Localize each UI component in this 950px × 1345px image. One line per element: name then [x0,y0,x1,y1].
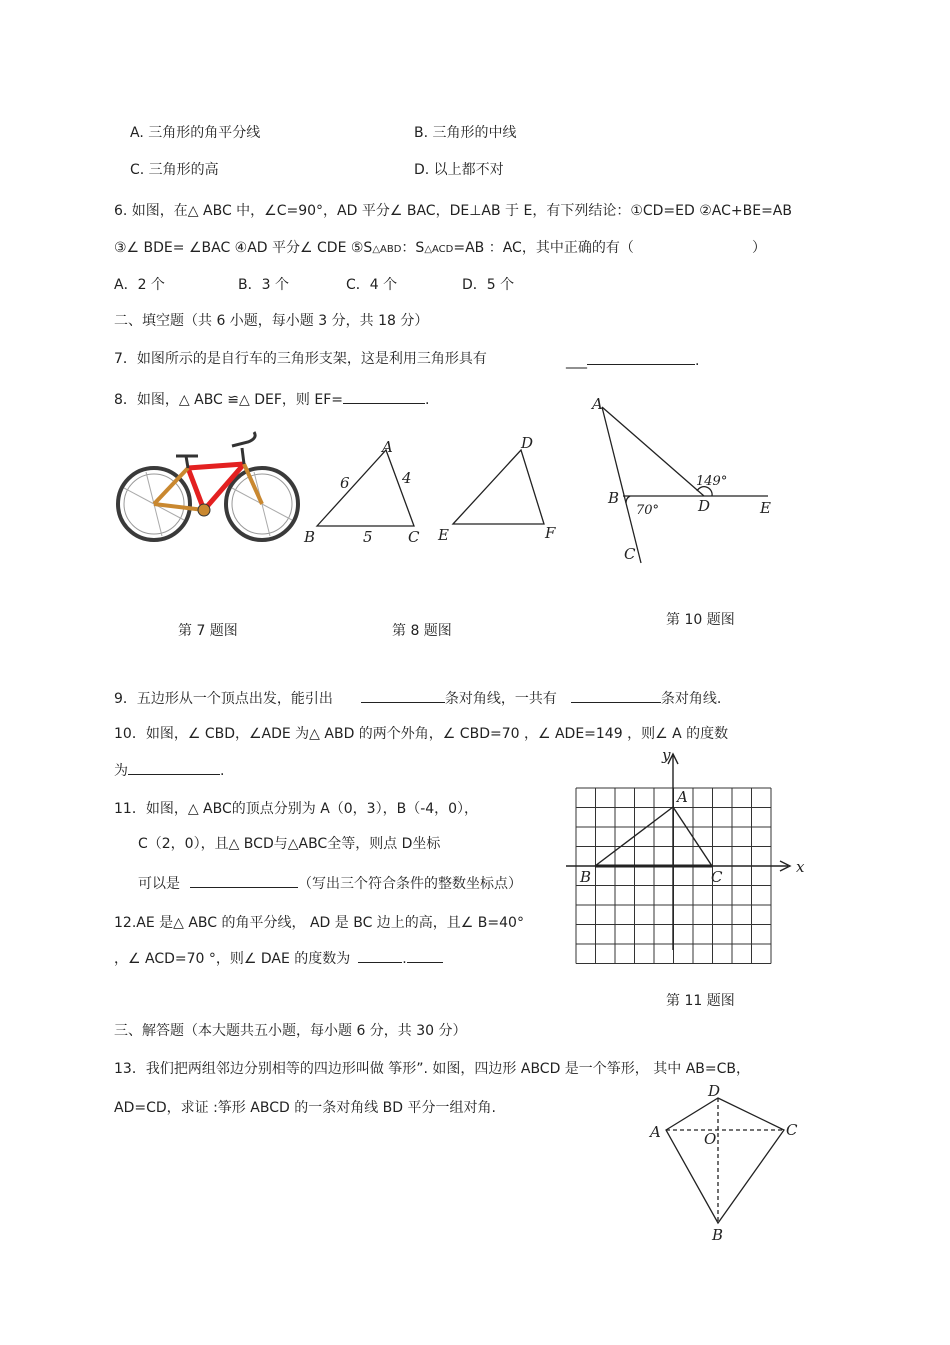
caption-fig10: 第 10 题图 [666,612,735,628]
coordinate-grid-figure [566,748,816,954]
q10-line2 [114,760,224,780]
fig11-label-b: B [580,868,592,886]
q6-option-b: B．3 个 [238,277,289,293]
fig13-label-c: C [786,1121,798,1139]
q6-line2-b: =AB ：AC，其中正确的有（ [453,240,634,256]
q6-sub-abd: △ABD [372,244,402,255]
fig11-label-c: C [711,868,723,886]
q12-label: ，∠ ACD=70 °，则∠ DAE 的度数为 [114,951,351,967]
fig10-label-e: E [760,499,771,517]
x-axis-label: x [796,858,805,876]
exterior-angle-figure [586,393,786,571]
fig13-label-d: D [708,1082,721,1100]
q11-blank[interactable] [190,873,298,888]
q11-line3 [138,873,522,893]
q6-line2-a: ③∠ BDE= ∠BAC ④AD 平分∠ CDE ⑤S [114,240,373,256]
q8-label: 8．如图，△ ABC ≌△ DEF，则 EF= [114,392,343,408]
side-ac-length: 4 [402,469,412,487]
section-3-heading: 三、解答题（本大题共五小题，每小题 6 分，共 30 分） [114,1023,467,1039]
q13-line1: 13．我们把两组邻边分别相等的四边形叫做 筝形”. 如图，四边形 ABCD 是一个筝形， 其中 AB=CB， [114,1061,750,1077]
q7-prefix: ___ [566,353,587,369]
label-e: E [438,526,449,544]
fig10-label-d: D [698,497,711,515]
q9-blank-1[interactable] [361,688,445,703]
fig13-label-a: A [650,1123,661,1141]
fig10-label-c: C [624,545,636,563]
q6-option-c: C．4 个 [346,277,398,293]
label-d: D [521,434,534,452]
q8-end: . [425,392,430,408]
q6-sub-acd: △ACD [424,244,454,255]
q6-option-d: D．5 个 [462,277,515,293]
q6-option-a: A．2 个 [114,277,165,293]
q12-blank-2[interactable] [407,948,443,963]
q10-label: 为 [114,763,128,779]
caption-fig8: 第 8 题图 [392,623,452,639]
y-axis-label: y [662,746,671,764]
q12-end: . [402,951,407,967]
q6-colon: ：S [401,240,425,256]
option-a: A. 三角形的角平分线 [130,125,261,141]
q11-line1: 11．如图，△ ABC的顶点分别为 A（0，3），B（-4，0）， [114,801,479,817]
q8-text [114,389,429,409]
fig13-label-b: B [712,1226,724,1244]
q11-line2: C（2，0），且△ BCD与△ABC全等，则点 D坐标 [138,836,441,852]
option-c: C. 三角形的高 [130,162,219,178]
caption-fig7: 第 7 题图 [178,623,238,639]
option-d: D. 以上都不对 [414,162,504,178]
q10-line1: 10．如图，∠ CBD，∠ADE 为△ ABD 的两个外角，∠ CBD=70 ，∠ ADE=149 ，则∠ A 的度数 [114,726,729,742]
label-a: A [382,438,393,456]
label-b: B [304,528,316,546]
q12-line1: 12.AE 是△ ABC 的角平分线， AD 是 BC 边上的高，且∠ B=40° [114,915,524,931]
q12-blank-1[interactable] [358,948,402,963]
q13-line2: AD=CD，求证 :筝形 ABCD 的一条对角线 BD 平分一组对角. [114,1100,496,1116]
q7-text: 7．如图所示的是自行车的三角形支架，这是利用三角形具有 [114,351,487,367]
section-2-heading: 二、填空题（共 6 小题，每小题 3 分，共 18 分） [114,313,429,329]
option-b: B. 三角形的中线 [414,125,517,141]
triangles-figure [300,434,570,549]
label-f: F [545,524,556,542]
fig11-label-a: A [677,788,688,806]
side-bc-length: 5 [363,528,373,546]
q6-line1: 6. 如图，在△ ABC 中，∠C=90°，AD 平分∠ BAC，DE⊥AB 于 E，有下列结论：①CD=ED ②AC+BE=AB [114,203,792,219]
q9-text [114,688,721,708]
caption-fig11: 第 11 题图 [666,993,735,1009]
q11-label: 可以是 [138,876,180,892]
q9-part-b: 条对角线，一共有 [444,691,557,707]
fig10-label-b: B [608,489,620,507]
q7-blank[interactable] [587,350,695,365]
kite-figure [646,1082,806,1242]
q9-blank-2[interactable] [571,688,661,703]
q7-end: . [695,353,700,369]
label-c: C [408,528,420,546]
q7-answer [566,350,699,370]
fig13-label-o: O [704,1130,717,1148]
side-ab-length: 6 [340,474,350,492]
q6-close-paren: ） [752,240,766,256]
fig10-angle-d: 149° [696,474,728,489]
q11-note: （写出三个符合条件的整数坐标点） [298,876,522,892]
fig10-label-a: A [592,395,603,413]
fig10-angle-b: 70° [636,503,660,518]
q8-blank[interactable] [343,389,425,404]
q9-part-c: 条对角线. [660,691,722,707]
bicycle-figure [116,428,302,550]
q10-blank[interactable] [128,760,220,775]
q9-part-a: 9．五边形从一个顶点出发，能引出 [114,691,333,707]
q6-line2 [114,239,634,259]
q12-line2 [114,948,443,968]
q10-end: . [220,763,225,779]
